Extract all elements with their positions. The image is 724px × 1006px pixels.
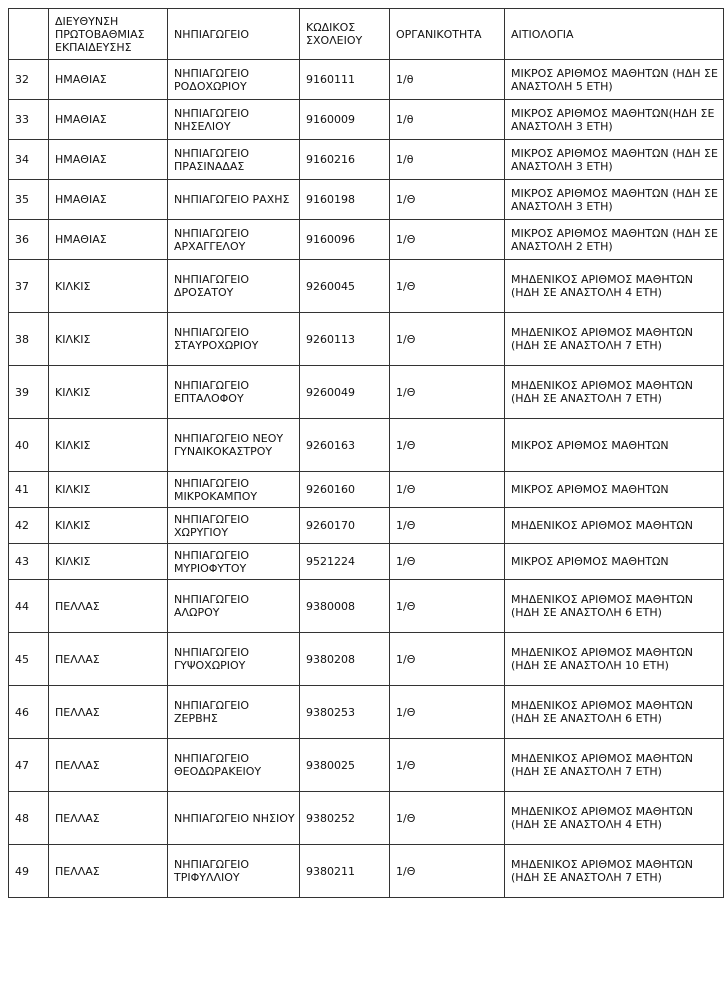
header-organicity: ΟΡΓΑΝΙΚΟΤΗΤΑ (390, 9, 505, 60)
row-organicity: 1/Θ (390, 633, 505, 686)
row-school-code: 9380211 (300, 845, 390, 898)
table-row (9, 180, 724, 220)
row-number: 44 (9, 580, 49, 633)
header-school: ΝΗΠΙΑΓΩΓΕΙΟ (168, 9, 300, 60)
row-number: 32 (9, 60, 49, 100)
row-school-code: 9260049 (300, 366, 390, 419)
row-number: 37 (9, 260, 49, 313)
row-school-code: 9380252 (300, 792, 390, 845)
row-school-code: 9160096 (300, 220, 390, 260)
row-directorate: ΗΜΑΘΙΑΣ (49, 220, 168, 260)
row-school-code: 9160216 (300, 140, 390, 180)
row-school-name: ΝΗΠΙΑΓΩΓΕΙΟ ΡΟΔΟΧΩΡΙΟΥ (168, 60, 300, 100)
header-school-code: ΚΩΔΙΚΟΣ ΣΧΟΛΕΙΟΥ (300, 9, 390, 60)
row-number: 42 (9, 508, 49, 544)
row-directorate: ΠΕΛΛΑΣ (49, 686, 168, 739)
row-directorate: ΚΙΛΚΙΣ (49, 366, 168, 419)
row-reason: ΜΙΚΡΟΣ ΑΡΙΘΜΟΣ ΜΑΘΗΤΩΝ (ΗΔΗ ΣΕ ΑΝΑΣΤΟΛΗ 5 ΕΤΗ) (505, 60, 724, 100)
table-row (9, 544, 724, 580)
row-reason: ΜΙΚΡΟΣ ΑΡΙΘΜΟΣ ΜΑΘΗΤΩΝ (ΗΔΗ ΣΕ ΑΝΑΣΤΟΛΗ 3 ΕΤΗ) (505, 140, 724, 180)
row-organicity: 1/Θ (390, 419, 505, 472)
row-directorate: ΠΕΛΛΑΣ (49, 580, 168, 633)
table-row (9, 220, 724, 260)
row-number: 45 (9, 633, 49, 686)
row-organicity: 1/Θ (390, 792, 505, 845)
row-school-code: 9160198 (300, 180, 390, 220)
row-reason: ΜΗΔΕΝΙΚΟΣ ΑΡΙΘΜΟΣ ΜΑΘΗΤΩΝ (ΗΔΗ ΣΕ ΑΝΑΣΤΟΛΗ 4 ΕΤΗ) (505, 260, 724, 313)
table-row (9, 60, 724, 100)
row-number: 34 (9, 140, 49, 180)
row-reason: ΜΗΔΕΝΙΚΟΣ ΑΡΙΘΜΟΣ ΜΑΘΗΤΩΝ (ΗΔΗ ΣΕ ΑΝΑΣΤΟΛΗ 7 ΕΤΗ) (505, 845, 724, 898)
table-row (9, 580, 724, 633)
header-number (9, 9, 49, 60)
row-school-name: ΝΗΠΙΑΓΩΓΕΙΟ ΝΗΣΙΟΥ (168, 792, 300, 845)
table-row (9, 792, 724, 845)
row-organicity: 1/Θ (390, 544, 505, 580)
table-row (9, 140, 724, 180)
row-organicity: 1/Θ (390, 580, 505, 633)
row-school-name: ΝΗΠΙΑΓΩΓΕΙΟ ΠΡΑΣΙΝΑΔΑΣ (168, 140, 300, 180)
row-school-code: 9160111 (300, 60, 390, 100)
table-row (9, 313, 724, 366)
table-row (9, 366, 724, 419)
row-organicity: 1/θ (390, 60, 505, 100)
table-row (9, 260, 724, 313)
row-reason: ΜΙΚΡΟΣ ΑΡΙΘΜΟΣ ΜΑΘΗΤΩΝ (ΗΔΗ ΣΕ ΑΝΑΣΤΟΛΗ 2 ΕΤΗ) (505, 220, 724, 260)
row-number: 33 (9, 100, 49, 140)
row-reason: ΜΗΔΕΝΙΚΟΣ ΑΡΙΘΜΟΣ ΜΑΘΗΤΩΝ (505, 508, 724, 544)
table-row (9, 633, 724, 686)
row-school-name: ΝΗΠΙΑΓΩΓΕΙΟ ΑΛΩΡΟΥ (168, 580, 300, 633)
row-number: 46 (9, 686, 49, 739)
row-school-name: ΝΗΠΙΑΓΩΓΕΙΟ ΤΡΙΦΥΛΛΙΟΥ (168, 845, 300, 898)
row-organicity: 1/θ (390, 100, 505, 140)
row-reason: ΜΙΚΡΟΣ ΑΡΙΘΜΟΣ ΜΑΘΗΤΩΝ (505, 472, 724, 508)
row-school-name: ΝΗΠΙΑΓΩΓΕΙΟ ΜΙΚΡΟΚΑΜΠΟΥ (168, 472, 300, 508)
row-number: 35 (9, 180, 49, 220)
row-number: 39 (9, 366, 49, 419)
row-school-code: 9380253 (300, 686, 390, 739)
row-organicity: 1/Θ (390, 739, 505, 792)
row-school-code: 9380008 (300, 580, 390, 633)
row-reason: ΜΙΚΡΟΣ ΑΡΙΘΜΟΣ ΜΑΘΗΤΩΝ(ΗΔΗ ΣΕ ΑΝΑΣΤΟΛΗ 3 ΕΤΗ) (505, 100, 724, 140)
schools-table (8, 8, 724, 898)
row-school-code: 9521224 (300, 544, 390, 580)
table-row (9, 686, 724, 739)
row-school-name: ΝΗΠΙΑΓΩΓΕΙΟ ΜΥΡΙΟΦΥΤΟΥ (168, 544, 300, 580)
row-number: 47 (9, 739, 49, 792)
row-number: 40 (9, 419, 49, 472)
header-row (9, 9, 724, 60)
row-school-name: ΝΗΠΙΑΓΩΓΕΙΟ ΓΥΨΟΧΩΡΙΟΥ (168, 633, 300, 686)
row-school-code: 9260113 (300, 313, 390, 366)
row-school-code: 9260163 (300, 419, 390, 472)
row-school-code: 9380025 (300, 739, 390, 792)
table-row (9, 419, 724, 472)
table-row (9, 472, 724, 508)
row-reason: ΜΗΔΕΝΙΚΟΣ ΑΡΙΘΜΟΣ ΜΑΘΗΤΩΝ (ΗΔΗ ΣΕ ΑΝΑΣΤΟΛΗ 6 ΕΤΗ) (505, 580, 724, 633)
row-directorate: ΠΕΛΛΑΣ (49, 792, 168, 845)
row-reason: ΜΗΔΕΝΙΚΟΣ ΑΡΙΘΜΟΣ ΜΑΘΗΤΩΝ (ΗΔΗ ΣΕ ΑΝΑΣΤΟΛΗ 4 ΕΤΗ) (505, 792, 724, 845)
row-school-code: 9260170 (300, 508, 390, 544)
table-row (9, 508, 724, 544)
row-school-name: ΝΗΠΙΑΓΩΓΕΙΟ ΡΑΧΗΣ (168, 180, 300, 220)
row-number: 49 (9, 845, 49, 898)
row-organicity: 1/Θ (390, 472, 505, 508)
row-reason: ΜΗΔΕΝΙΚΟΣ ΑΡΙΘΜΟΣ ΜΑΘΗΤΩΝ (ΗΔΗ ΣΕ ΑΝΑΣΤΟΛΗ 7 ΕΤΗ) (505, 366, 724, 419)
row-directorate: ΚΙΛΚΙΣ (49, 508, 168, 544)
row-organicity: 1/θ (390, 140, 505, 180)
header-directorate: ΔΙΕΥΘΥΝΣΗ ΠΡΩΤΟΒΑΘΜΙΑΣ ΕΚΠΑΙΔΕΥΣΗΣ (49, 9, 168, 60)
row-directorate: ΗΜΑΘΙΑΣ (49, 180, 168, 220)
row-reason: ΜΗΔΕΝΙΚΟΣ ΑΡΙΘΜΟΣ ΜΑΘΗΤΩΝ (ΗΔΗ ΣΕ ΑΝΑΣΤΟΛΗ 10 ΕΤΗ) (505, 633, 724, 686)
row-organicity: 1/Θ (390, 366, 505, 419)
row-directorate: ΗΜΑΘΙΑΣ (49, 60, 168, 100)
row-number: 48 (9, 792, 49, 845)
row-organicity: 1/Θ (390, 313, 505, 366)
row-school-name: ΝΗΠΙΑΓΩΓΕΙΟ ΧΩΡΥΓΙΟΥ (168, 508, 300, 544)
row-directorate: ΠΕΛΛΑΣ (49, 633, 168, 686)
row-school-name: ΝΗΠΙΑΓΩΓΕΙΟ ΔΡΟΣΑΤΟΥ (168, 260, 300, 313)
row-school-code: 9160009 (300, 100, 390, 140)
row-directorate: ΚΙΛΚΙΣ (49, 313, 168, 366)
row-directorate: ΗΜΑΘΙΑΣ (49, 100, 168, 140)
row-school-name: ΝΗΠΙΑΓΩΓΕΙΟ ΘΕΟΔΩΡΑΚΕΙΟΥ (168, 739, 300, 792)
row-directorate: ΠΕΛΛΑΣ (49, 739, 168, 792)
row-school-code: 9260045 (300, 260, 390, 313)
row-directorate: ΚΙΛΚΙΣ (49, 472, 168, 508)
row-school-name: ΝΗΠΙΑΓΩΓΕΙΟ ΝΗΣΕΛΙΟΥ (168, 100, 300, 140)
row-reason: ΜΙΚΡΟΣ ΑΡΙΘΜΟΣ ΜΑΘΗΤΩΝ (505, 419, 724, 472)
row-school-code: 9260160 (300, 472, 390, 508)
row-school-name: ΝΗΠΙΑΓΩΓΕΙΟ ΝΕΟΥ ΓΥΝΑΙΚΟΚΑΣΤΡΟΥ (168, 419, 300, 472)
row-reason: ΜΗΔΕΝΙΚΟΣ ΑΡΙΘΜΟΣ ΜΑΘΗΤΩΝ (ΗΔΗ ΣΕ ΑΝΑΣΤΟΛΗ 6 ΕΤΗ) (505, 686, 724, 739)
row-reason: ΜΗΔΕΝΙΚΟΣ ΑΡΙΘΜΟΣ ΜΑΘΗΤΩΝ (ΗΔΗ ΣΕ ΑΝΑΣΤΟΛΗ 7 ΕΤΗ) (505, 313, 724, 366)
row-school-name: ΝΗΠΙΑΓΩΓΕΙΟ ΣΤΑΥΡΟΧΩΡΙΟΥ (168, 313, 300, 366)
row-reason: ΜΗΔΕΝΙΚΟΣ ΑΡΙΘΜΟΣ ΜΑΘΗΤΩΝ (ΗΔΗ ΣΕ ΑΝΑΣΤΟΛΗ 7 ΕΤΗ) (505, 739, 724, 792)
row-school-code: 9380208 (300, 633, 390, 686)
row-reason: ΜΙΚΡΟΣ ΑΡΙΘΜΟΣ ΜΑΘΗΤΩΝ (ΗΔΗ ΣΕ ΑΝΑΣΤΟΛΗ 3 ΕΤΗ) (505, 180, 724, 220)
row-reason: ΜΙΚΡΟΣ ΑΡΙΘΜΟΣ ΜΑΘΗΤΩΝ (505, 544, 724, 580)
row-directorate: ΚΙΛΚΙΣ (49, 419, 168, 472)
row-directorate: ΚΙΛΚΙΣ (49, 260, 168, 313)
header-reason: ΑΙΤΙΟΛΟΓΙΑ (505, 9, 724, 60)
row-organicity: 1/Θ (390, 508, 505, 544)
row-directorate: ΗΜΑΘΙΑΣ (49, 140, 168, 180)
row-number: 38 (9, 313, 49, 366)
row-number: 36 (9, 220, 49, 260)
row-organicity: 1/Θ (390, 180, 505, 220)
table-row (9, 100, 724, 140)
row-organicity: 1/Θ (390, 220, 505, 260)
row-directorate: ΠΕΛΛΑΣ (49, 845, 168, 898)
row-number: 43 (9, 544, 49, 580)
row-school-name: ΝΗΠΙΑΓΩΓΕΙΟ ΑΡΧΑΓΓΕΛΟΥ (168, 220, 300, 260)
row-organicity: 1/Θ (390, 260, 505, 313)
row-number: 41 (9, 472, 49, 508)
row-directorate: ΚΙΛΚΙΣ (49, 544, 168, 580)
table-row (9, 739, 724, 792)
row-school-name: ΝΗΠΙΑΓΩΓΕΙΟ ΖΕΡΒΗΣ (168, 686, 300, 739)
row-school-name: ΝΗΠΙΑΓΩΓΕΙΟ ΕΠΤΑΛΟΦΟΥ (168, 366, 300, 419)
table-row (9, 845, 724, 898)
row-organicity: 1/Θ (390, 845, 505, 898)
row-organicity: 1/Θ (390, 686, 505, 739)
